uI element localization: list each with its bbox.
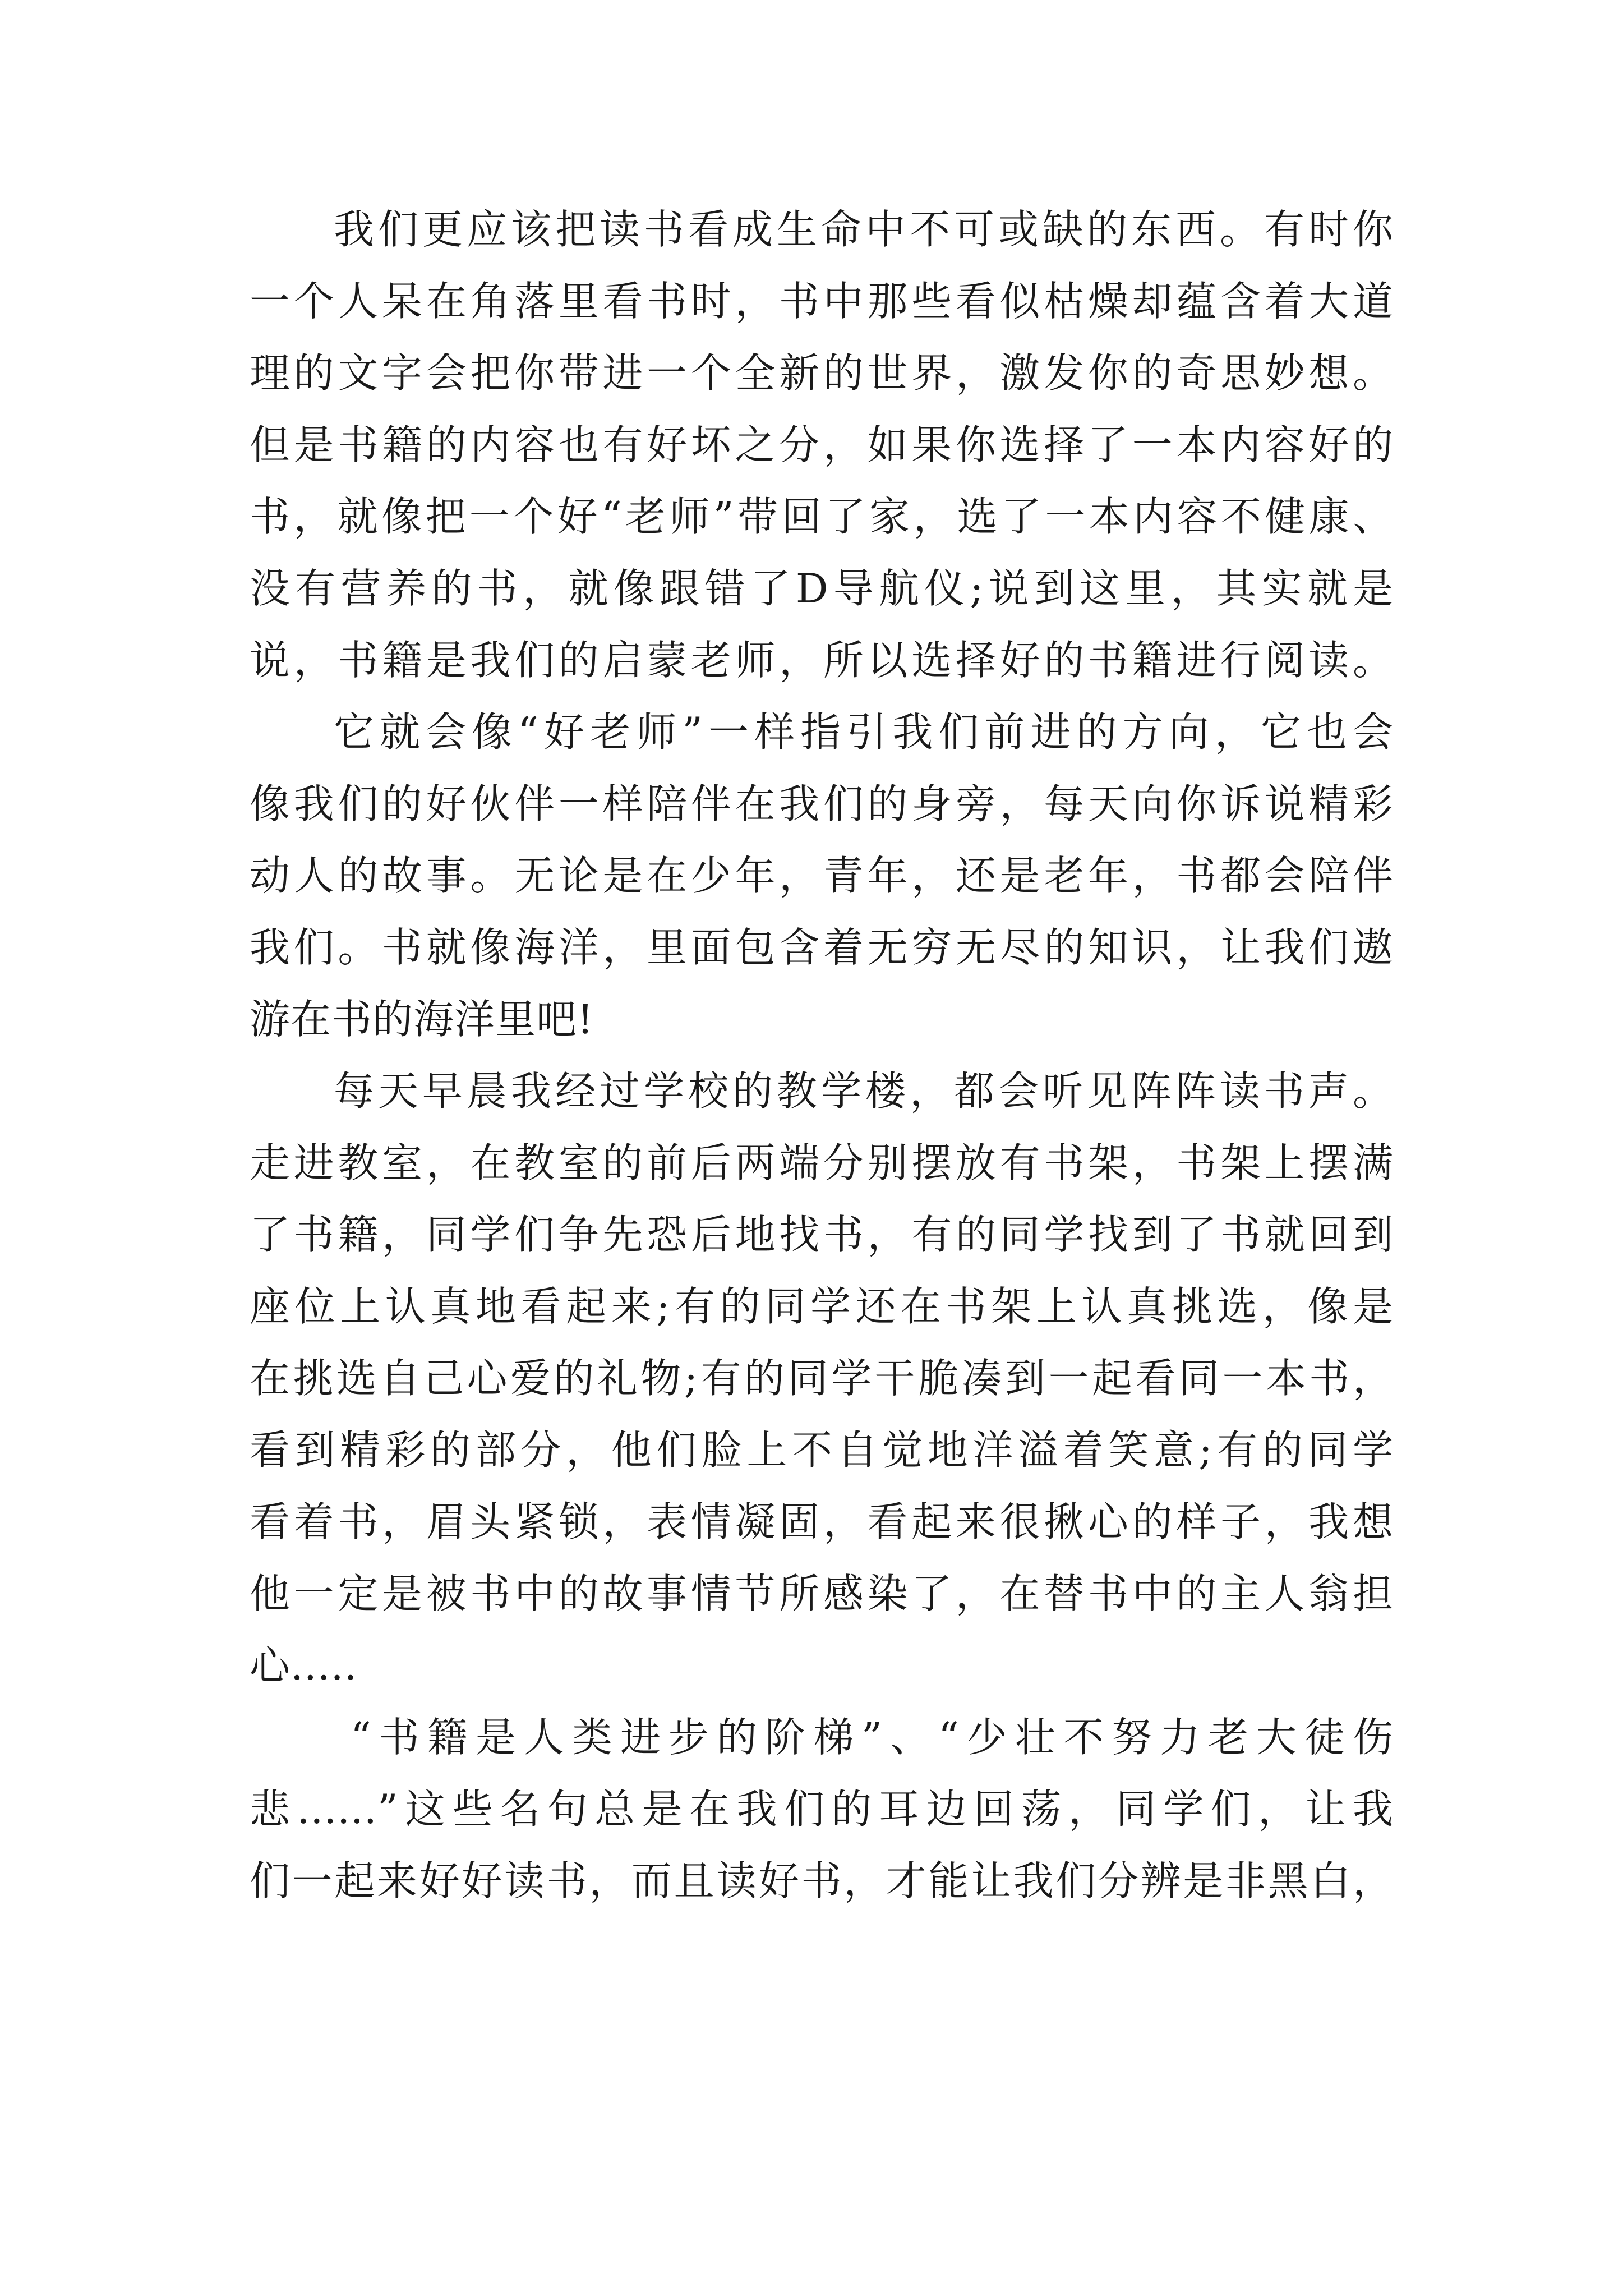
text-line: 们一起来好好读书，而且读好书，才能让我们分辨是非黑白， [250,1857,1394,1904]
text-line: 走进教室，在教室的前后两端分别摆放有书架，书架上摆满 [250,1139,1394,1186]
text-line: 每天早晨我经过学校的教学楼，都会听见阵阵读书声。 [334,1068,1394,1115]
text-line: “书籍是人类进步的阶梯”、“少壮不努力老大徒伤 [351,1714,1394,1761]
text-line: 在挑选自己心爱的礼物;有的同学干脆凑到一起看同一本书， [250,1355,1394,1402]
text-line: 了书籍，同学们争先恐后地找书，有的同学找到了书就回到 [250,1211,1394,1258]
text-line: 它就会像“好老师”一样指引我们前进的方向，它也会 [334,708,1394,756]
paragraph-3 [250,1055,1394,1701]
text-line: 他一定是被书中的故事情节所感染了，在替书中的主人翁担 [250,1570,1394,1617]
text-line: 心..... [250,1642,358,1689]
text-line: 看着书，眉头紧锁，表情凝固，看起来很揪心的样子，我想 [250,1498,1394,1545]
paragraph-4 [250,1701,1394,1917]
text-line: 悲......”这些名句总是在我们的耳边回荡，同学们，让我 [250,1786,1394,1833]
text-line: 我们。书就像海洋，里面包含着无穷无尽的知识，让我们遨 [250,924,1394,971]
text-line: 看到精彩的部分，他们脸上不自觉地洋溢着笑意;有的同学 [250,1427,1394,1474]
paragraph-1 [250,194,1394,696]
text-line: 一个人呆在角落里看书时，书中那些看似枯燥却蕴含着大道 [250,278,1394,325]
text-line: 我们更应该把读书看成生命中不可或缺的东西。有时你 [334,206,1394,253]
text-line: 游在书的海洋里吧! [250,996,594,1043]
text-line: 像我们的好伙伴一样陪伴在我们的身旁，每天向你诉说精彩 [250,780,1394,827]
text-line: 没有营养的书，就像跟错了D导航仪;说到这里，其实就是 [250,565,1394,612]
text-line: 理的文字会把你带进一个全新的世界，激发你的奇思妙想。 [250,349,1394,397]
text-line: 但是书籍的内容也有好坏之分，如果你选择了一本内容好的 [250,421,1394,468]
document-body [250,194,1394,1917]
text-line: 书，就像把一个好“老师”带回了家，选了一本内容不健康、 [250,493,1394,540]
text-line: 说，书籍是我们的启蒙老师，所以选择好的书籍进行阅读。 [250,637,1394,684]
text-line: 座位上认真地看起来;有的同学还在书架上认真挑选，像是 [250,1283,1394,1330]
text-line: 动人的故事。无论是在少年，青年，还是老年，书都会陪伴 [250,852,1394,899]
paragraph-2 [250,696,1394,1055]
